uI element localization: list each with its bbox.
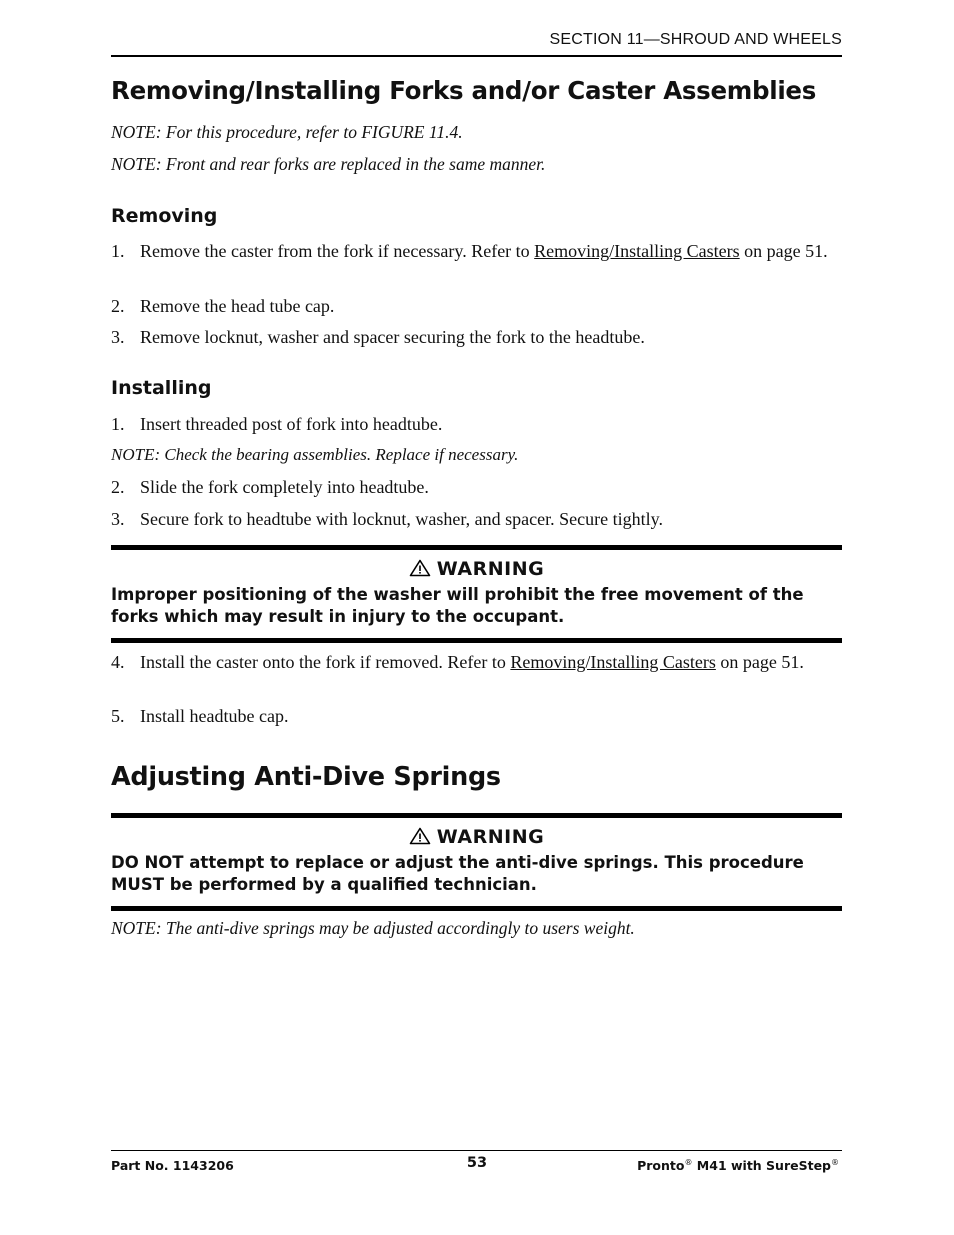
product-name <box>637 1158 839 1173</box>
list-item <box>111 508 842 531</box>
section-title-antidive: Adjusting Anti-Dive Springs <box>111 762 501 792</box>
page-number: 53 <box>466 1155 488 1171</box>
product-model: M41 with SureStep <box>692 1158 831 1174</box>
step-number: 4. <box>111 652 125 672</box>
list-item <box>111 476 842 499</box>
step-number: 2. <box>111 296 125 316</box>
part-number: Part No. 1143206 <box>111 1158 234 1173</box>
note-bearing-assemblies: NOTE: Check the bearing assemblies. Replace if necessary. <box>111 445 519 464</box>
step-number: 5. <box>111 706 125 726</box>
step-number: 3. <box>111 509 125 529</box>
subheading-installing: Installing <box>111 377 212 399</box>
warning-text: DO NOT attempt to replace or adjust the anti-dive springs. This procedure MUST be performed by a qualified technician. <box>111 853 804 894</box>
step-text: Remove the caster from the fork if necessary. Refer to <box>140 241 535 261</box>
step-number: 3. <box>111 327 125 347</box>
list-item <box>111 705 842 728</box>
removing-steps-list <box>111 240 842 263</box>
step-number: 1. <box>111 241 125 261</box>
registered-mark: ® <box>831 1158 839 1167</box>
subheading-removing: Removing <box>111 205 218 227</box>
step-text: Insert threaded post of fork into headtube. <box>140 414 443 434</box>
note-figure-reference: NOTE: For this procedure, refer to FIGURE 11.4. <box>111 122 463 142</box>
warning-label: WARNING <box>436 826 545 848</box>
registered-mark: ® <box>684 1158 693 1167</box>
installing-steps-list <box>111 413 842 436</box>
list-item <box>111 326 842 349</box>
section-title-forks: Removing/Installing Forks and/or Caster Assemblies <box>111 76 817 105</box>
step-text: Install headtube cap. <box>140 706 289 726</box>
installing-steps-list <box>111 508 842 531</box>
warning-label: WARNING <box>436 558 545 580</box>
warning-triangle-icon <box>409 559 431 577</box>
warning-title <box>111 558 842 580</box>
step-number: 2. <box>111 477 125 497</box>
step-text: Slide the fork completely into headtube. <box>140 477 429 497</box>
step-text: Remove the head tube cap. <box>140 296 335 316</box>
warning-triangle-icon <box>409 827 431 845</box>
casters-procedure-link[interactable]: Removing/Installing Casters <box>534 241 740 261</box>
removing-steps-list <box>111 326 842 349</box>
casters-procedure-link[interactable]: Removing/Installing Casters <box>510 652 716 672</box>
step-text: Secure fork to headtube with locknut, washer, and spacer. Secure tightly. <box>140 509 663 529</box>
installing-steps-list <box>111 651 842 674</box>
removing-steps-list <box>111 295 842 318</box>
warning-title <box>111 826 842 848</box>
warning-box-washer <box>111 545 842 643</box>
list-item <box>111 413 842 436</box>
section-header: SECTION 11—SHROUD AND WHEELS <box>549 31 842 48</box>
list-item <box>111 295 842 318</box>
step-text: Install the caster onto the fork if removed. Refer to <box>140 652 511 672</box>
footer-divider <box>111 1150 842 1151</box>
note-antidive-adjustment: NOTE: The anti-dive springs may be adjusted accordingly to users weight. <box>111 918 635 938</box>
warning-box-antidive <box>111 813 842 911</box>
step-text: on page 51. <box>715 652 804 672</box>
installing-steps-list <box>111 476 842 499</box>
list-item <box>111 240 842 263</box>
step-number: 1. <box>111 414 125 434</box>
warning-text: Improper positioning of the washer will prohibit the free movement of the forks which may result in injury to the occupant. <box>111 585 804 626</box>
list-item <box>111 651 842 674</box>
step-text: on page 51. <box>739 241 828 261</box>
installing-steps-list <box>111 705 842 728</box>
product-brand: Pronto <box>637 1158 685 1174</box>
header-divider <box>111 55 842 57</box>
note-front-rear-forks: NOTE: Front and rear forks are replaced in the same manner. <box>111 154 546 174</box>
step-text: Remove locknut, washer and spacer securing the fork to the headtube. <box>140 327 645 347</box>
